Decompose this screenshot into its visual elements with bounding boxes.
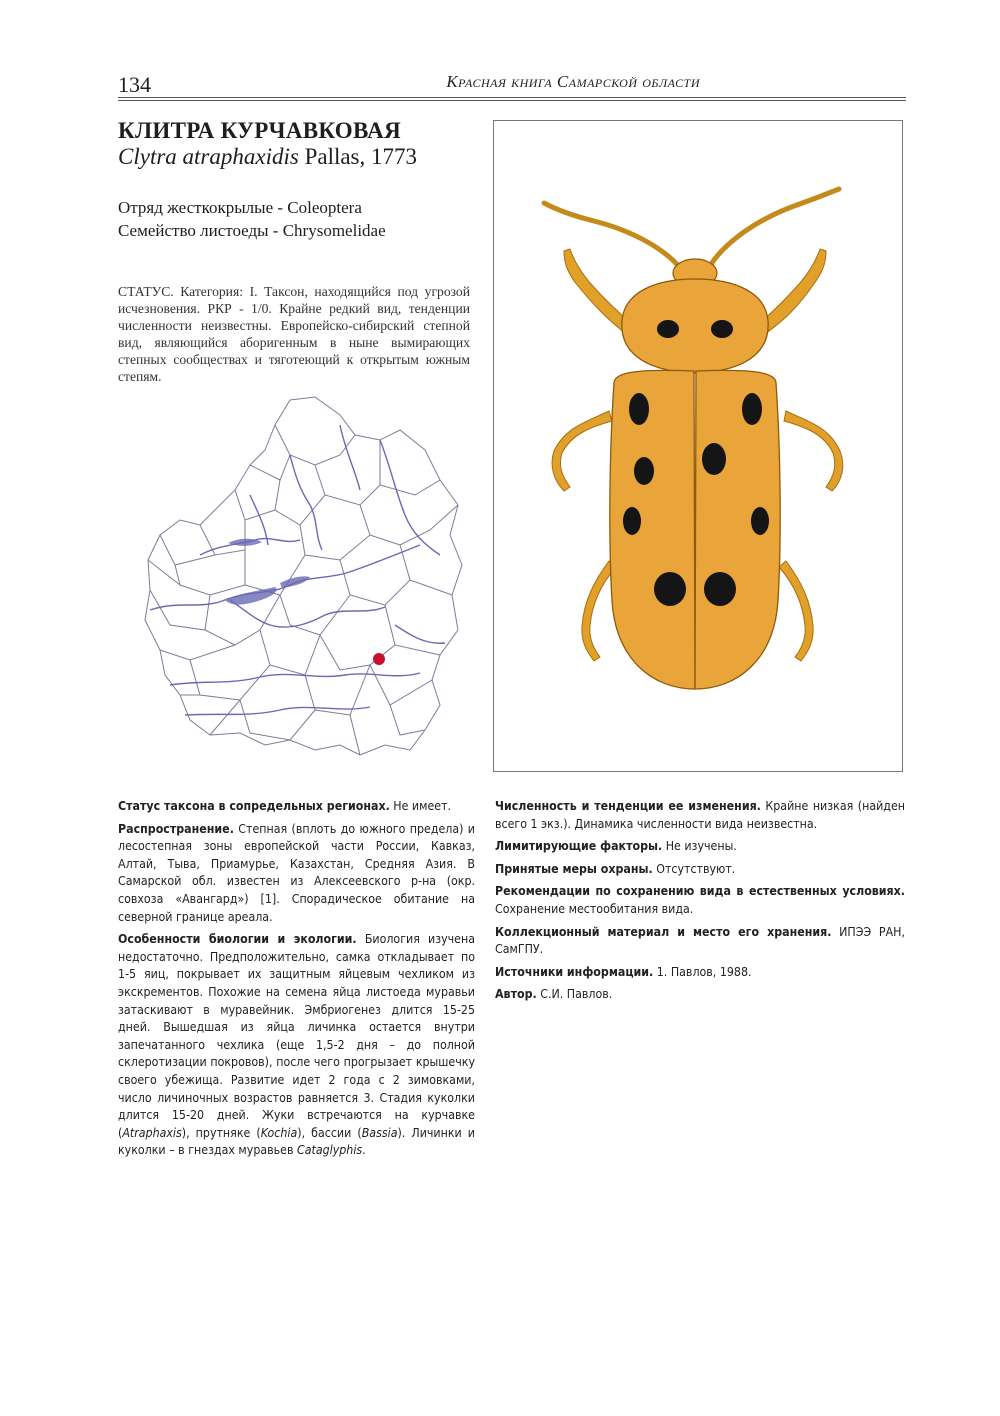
section-abundance — [495, 798, 905, 833]
running-title: Красная книга Самарской области — [446, 72, 700, 91]
author-year: Pallas, 1773 — [304, 144, 418, 169]
family-line: Семейство листоеды - Chrysomelidae — [118, 221, 386, 240]
section-text: ИПЭЭ РАН, СамГПУ. — [495, 924, 905, 957]
section-text: Не изучены. — [662, 839, 737, 854]
section-heading: Статус таксона в сопредельных регионах. — [118, 799, 390, 813]
section-heading: Распространение. — [118, 821, 234, 836]
reservoirs — [225, 539, 310, 605]
right-text-column — [495, 798, 905, 1009]
section-heading: Особенности биологии и экологии. — [118, 932, 357, 947]
section-protection-measures — [495, 861, 905, 879]
section-heading: Принятые меры охраны. — [495, 861, 653, 876]
section-heading: Источники информации. — [495, 964, 654, 979]
section-status-neighbors — [118, 798, 475, 816]
section-heading: Рекомендации по сохранению вида в естественных условиях. — [495, 884, 905, 899]
section-text: Сохранение местообитания вида. — [495, 901, 694, 916]
section-text: Отсутствуют. — [652, 861, 736, 876]
section-text: ). Личинки и куколки – в гнездах муравьев — [118, 1125, 475, 1158]
section-text: Крайне низкая (найден всего 1 экз.). Динамика численности вида неизвестна. — [495, 799, 905, 831]
order-line: Отряд жесткокрылые - Coleoptera — [118, 198, 362, 217]
district-borders — [145, 397, 462, 755]
section-text: ), прутняке ( — [181, 1125, 261, 1140]
status-paragraph: СТАТУС. Категория: I. Таксон, находящийся под угрозой исчезновения. РКР - 1/0. Крайне редкий вид, тенденции численности неизвестны. Европейско-сибирский степной вид, являющийся аборигенным в ныне вымирающих степных сообществах и тяготеющий к открытым южным степям. — [118, 284, 470, 384]
page-number: 134 — [118, 72, 151, 97]
section-text: Биология изучена недостаточно. Предположительно, самка откладывает по 1-5 яиц, покрывает их защитным яйцевым чехликом из экскрементов. Похожие на семена яйца листоеда муравьи затаскивают в муравейник. Эмбриогенез длится 15-25 дней. Вышедшая из яйца личинка остается внутри запечатанного чехлика (еще 1,5-2 дня – до полной склеротизации покровов), после чего прогрызает крышечку своего убежища. Развитие идет 2 года с 2 зимовками, число личиночных возрастов равняется 3. Стадия куколки длится 15-20 дней. Жуки встречаются на курчавке ( — [118, 932, 476, 1140]
distribution-map — [140, 395, 470, 765]
section-author — [495, 986, 905, 1004]
section-collection — [495, 924, 905, 959]
section-text: Не имеет. — [389, 799, 452, 813]
section-heading: Автор. — [495, 987, 537, 1002]
genus-name: Atraphaxis — [122, 1125, 182, 1140]
section-distribution — [118, 821, 475, 927]
species-title: КЛИТРА КУРЧАВКОВАЯ — [118, 118, 401, 143]
latin-name-line — [118, 144, 417, 170]
left-text-column — [118, 798, 475, 1165]
section-text: . — [362, 1143, 366, 1158]
beetle-left-elytron — [610, 370, 695, 689]
region-map-svg — [140, 395, 470, 765]
genus-name: Bassia — [361, 1125, 398, 1140]
beetle-illustration-frame — [493, 120, 903, 772]
beetle-pronotum — [622, 279, 768, 373]
section-recommendations — [495, 883, 905, 918]
genus-name: Cataglyphis — [297, 1143, 363, 1158]
section-heading: Численность и тенденции ее изменения. — [495, 799, 761, 813]
record-location-marker — [373, 653, 385, 665]
section-heading: Лимитирующие факторы. — [495, 839, 663, 854]
genus-name: Kochia — [260, 1125, 298, 1140]
latin-name: Clytra atraphaxidis — [118, 144, 299, 169]
section-limiting-factors — [495, 838, 905, 856]
section-text: 1. Павлов, 1988. — [653, 964, 752, 979]
beetle-illustration — [494, 121, 904, 773]
section-biology — [118, 931, 475, 1160]
section-text: С.И. Павлов. — [536, 987, 613, 1002]
section-heading: Коллекционный материал и место его хранения. — [495, 924, 832, 939]
beetle-right-elytron — [695, 370, 780, 689]
section-sources — [495, 964, 905, 982]
rivers — [150, 425, 445, 715]
section-text: ), бассии ( — [297, 1125, 362, 1140]
header-rule — [118, 97, 906, 101]
section-text: Степная (вплоть до южного предела) и лесостепная зоны европейской части России, Кавказ, Алтай, Тыва, Приамурье, Казахстан, Средняя Азия. В Самарской обл. известен из Алексеевского р-на (окр. совхоза «Авангард») [1]. Спорадическое обитание на северной границе ареала. — [118, 821, 475, 924]
